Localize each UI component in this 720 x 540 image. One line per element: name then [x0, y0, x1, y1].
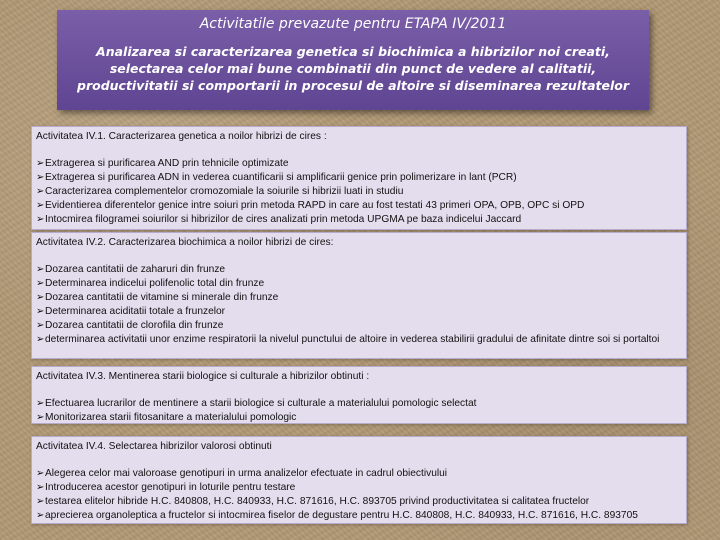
list-item-text: Extragerea si purificarea AND prin tehnicile optimizate: [45, 158, 289, 169]
arrow-bullet-icon: ➢: [36, 158, 45, 169]
activity-title: Activitatea IV.1. Caracterizarea genetica a noilor hibrizi de cires :: [36, 131, 327, 142]
list-item: [36, 291, 682, 305]
list-item-text: Extragerea si purificarea ADN in vederea cuantificarii si amplificarii genice prin polimerizare in lant (PCR): [45, 172, 517, 183]
list-item-text: Caracterizarea complementelor cromozomiale la soiurile si hibrizii luati in studiu: [45, 186, 404, 197]
arrow-bullet-icon: ➢: [36, 306, 45, 317]
list-item-text: Determinarea indicelui polifenolic total din frunze: [45, 278, 265, 289]
arrow-bullet-icon: ➢: [36, 334, 45, 345]
list-item: [36, 305, 682, 319]
list-item: [36, 333, 682, 347]
activity-box-1: [31, 126, 687, 230]
activity-box-3: [31, 366, 687, 424]
activity-box-4: [31, 436, 687, 524]
page-subtitle: Analizarea si caracterizarea genetica si biochimica a hibrizilor noi creati, selectarea celor mai bune combinatii din punct de vedere al calitatii, productivitatii si comportarii in procesul de altoire si diseminarea rezultatelor: [77, 44, 629, 93]
list-item-text: Determinarea aciditatii totale a frunzelor: [45, 306, 226, 317]
list-item-text: Intocmirea filogramei soiurilor si hibrizilor de cires analizati prin metoda UPGMA pe baza indicelui Jaccard: [45, 214, 522, 225]
arrow-bullet-icon: ➢: [36, 200, 45, 211]
list-item: [36, 495, 682, 509]
list-item-text: testarea elitelor hibride H.C. 840808, H.C. 840933, H.C. 871616, H.C. 893705 privind productivitatea si calitatea fructelor: [45, 496, 590, 507]
list-item: [36, 467, 682, 481]
list-item: [36, 509, 682, 523]
arrow-bullet-icon: ➢: [36, 320, 45, 331]
arrow-bullet-icon: ➢: [36, 278, 45, 289]
list-item-text: Monitorizarea starii fitosanitare a materialului pomologic: [45, 412, 297, 423]
arrow-bullet-icon: ➢: [36, 496, 45, 507]
list-item: [36, 185, 682, 199]
list-item: [36, 213, 682, 227]
list-item-text: determinarea activitatii unor enzime respiratorii la nivelul punctului de altoire in vederea stabilirii gradului de afinitate dintre soi si portaltoi: [45, 334, 660, 345]
list-item-text: Dozarea cantitatii de clorofila din frunze: [45, 320, 224, 331]
list-item-text: Alegerea celor mai valoroase genotipuri in urma analizelor efectuate in cadrul obiectivului: [45, 468, 448, 479]
activity-title: Activitatea IV.4. Selectarea hibrizilor valorosi obtinuti: [36, 441, 272, 452]
arrow-bullet-icon: ➢: [36, 186, 45, 197]
arrow-bullet-icon: ➢: [36, 292, 45, 303]
list-item-text: Dozarea cantitatii de vitamine si minerale din frunze: [45, 292, 279, 303]
arrow-bullet-icon: ➢: [36, 264, 45, 275]
list-item: [36, 411, 682, 424]
list-item: [36, 481, 682, 495]
list-item-text: Efectuarea lucrarilor de mentinere a starii biologice si culturale a materialului pomologic selectat: [45, 398, 477, 409]
list-item: [36, 397, 682, 411]
list-item-text: aprecierea organoleptica a fructelor si intocmirea fiselor de degustare pentru H.C. 840808, H.C. 840933, H.C. 871616, H.C. 893705: [45, 510, 638, 521]
arrow-bullet-icon: ➢: [36, 214, 45, 225]
header-banner: [57, 10, 649, 110]
page-title: Activitatile prevazute pentru ETAPA IV/2011: [199, 16, 507, 32]
arrow-bullet-icon: ➢: [36, 412, 45, 423]
activity-title: Activitatea IV.2. Caracterizarea biochimica a noilor hibrizi de cires:: [36, 237, 334, 248]
activity-title: Activitatea IV.3. Mentinerea starii biologice si culturale a hibrizilor obtinuti :: [36, 371, 370, 382]
list-item: [36, 263, 682, 277]
arrow-bullet-icon: ➢: [36, 468, 45, 479]
arrow-bullet-icon: ➢: [36, 398, 45, 409]
list-item: [36, 199, 682, 213]
arrow-bullet-icon: ➢: [36, 482, 45, 493]
list-item-text: Evidentierea diferentelor genice intre soiuri prin metoda RAPD in care au fost testati 43 primeri OPA, OPB, OPC si OPD: [45, 200, 585, 211]
arrow-bullet-icon: ➢: [36, 172, 45, 183]
activity-box-2: [31, 232, 687, 359]
list-item: [36, 277, 682, 291]
list-item: [36, 319, 682, 333]
list-item-text: Dozarea cantitatii de zaharuri din frunze: [45, 264, 226, 275]
list-item: [36, 157, 682, 171]
arrow-bullet-icon: ➢: [36, 510, 45, 521]
list-item-text: Introducerea acestor genotipuri in loturile pentru testare: [45, 482, 296, 493]
list-item: [36, 171, 682, 185]
